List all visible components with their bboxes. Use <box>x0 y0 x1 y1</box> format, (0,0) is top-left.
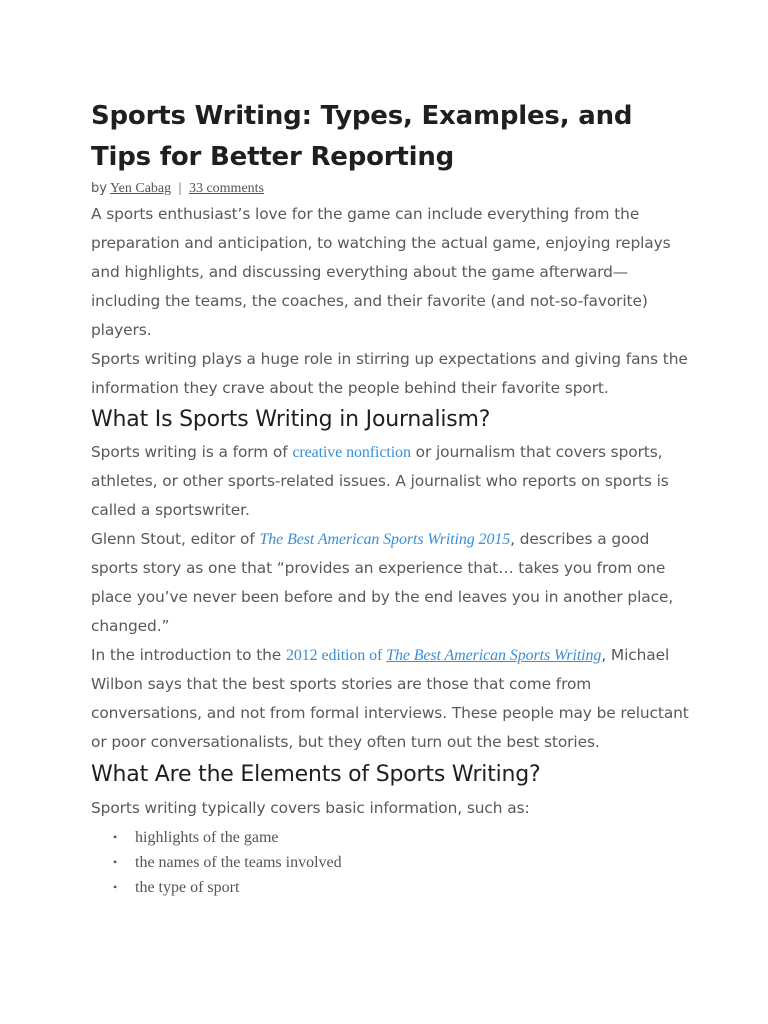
list-item <box>113 850 691 875</box>
section-heading-elements: What Are the Elements of Sports Writing? <box>91 762 541 787</box>
best-american-sports-writing-link: The Best American Sports Writing <box>386 647 602 664</box>
list-item <box>113 875 691 900</box>
best-american-sports-writing-2015-link[interactable]: The Best American Sports Writing 2015 <box>259 531 511 548</box>
byline <box>91 178 691 200</box>
section1-p3-text-after: , Michael Wilbon says that the best sports stories are those that come from conversations, and not from formal interviews. These people may be reluctant or poor conversationalists, but they often turn out the best stories. <box>91 646 689 751</box>
intro-paragraph-2: Sports writing plays a huge role in stirring up expectations and giving fans the information they crave about the people behind their favorite sport. <box>91 350 688 397</box>
section1-p1-text-after: or journalism that covers sports, athletes, or other sports-related issues. A journalist who reports on sports is called a sportswriter. <box>91 443 669 519</box>
bullet-icon: • <box>113 855 118 869</box>
list-item-text: highlights of the game <box>135 829 279 846</box>
intro-paragraph-1: A sports enthusiast’s love for the game can include everything from the preparation and anticipation, to watching the actual game, enjoying replays and highlights, and discussing everything about the game afterward—including the teams, the coaches, and their favorite (and not-so-favorite) players. <box>91 205 671 339</box>
comments-link[interactable]: 33 comments <box>188 181 264 196</box>
section1-paragraph-2 <box>91 525 691 641</box>
author-link[interactable]: Yen Cabag <box>109 181 172 196</box>
section1-paragraph-1 <box>91 438 691 525</box>
list-item-text: the type of sport <box>135 879 240 896</box>
section1-paragraph-3 <box>91 641 691 757</box>
elements-list <box>91 825 691 900</box>
article-title: Sports Writing: Types, Examples, and Tips for Better Reporting <box>91 101 633 172</box>
section1-p1-text-before: Sports writing is a form of <box>91 443 293 461</box>
bullet-icon: • <box>113 880 118 894</box>
creative-nonfiction-link[interactable]: creative nonfiction <box>292 444 411 461</box>
byline-separator: | <box>178 181 182 196</box>
section1-p3-text-before: In the introduction to the <box>91 646 286 664</box>
section1-p2-text-after: , describes a good sports story as one that “provides an experience that… takes you from one place you’ve never been before and by the end leaves you in another place, changed.” <box>91 530 674 635</box>
section-heading-journalism: What Is Sports Writing in Journalism? <box>91 407 491 432</box>
list-item-text: the names of the teams involved <box>135 854 342 871</box>
2012-edition-link-text: 2012 edition of <box>285 647 387 664</box>
2012-edition-link[interactable] <box>286 647 601 664</box>
list-item <box>113 825 691 850</box>
article <box>91 96 691 900</box>
byline-by: by <box>91 181 107 196</box>
section1-p2-text-before: Glenn Stout, editor of <box>91 530 260 548</box>
bullet-icon: • <box>113 830 118 844</box>
section2-intro: Sports writing typically covers basic information, such as: <box>91 799 530 817</box>
